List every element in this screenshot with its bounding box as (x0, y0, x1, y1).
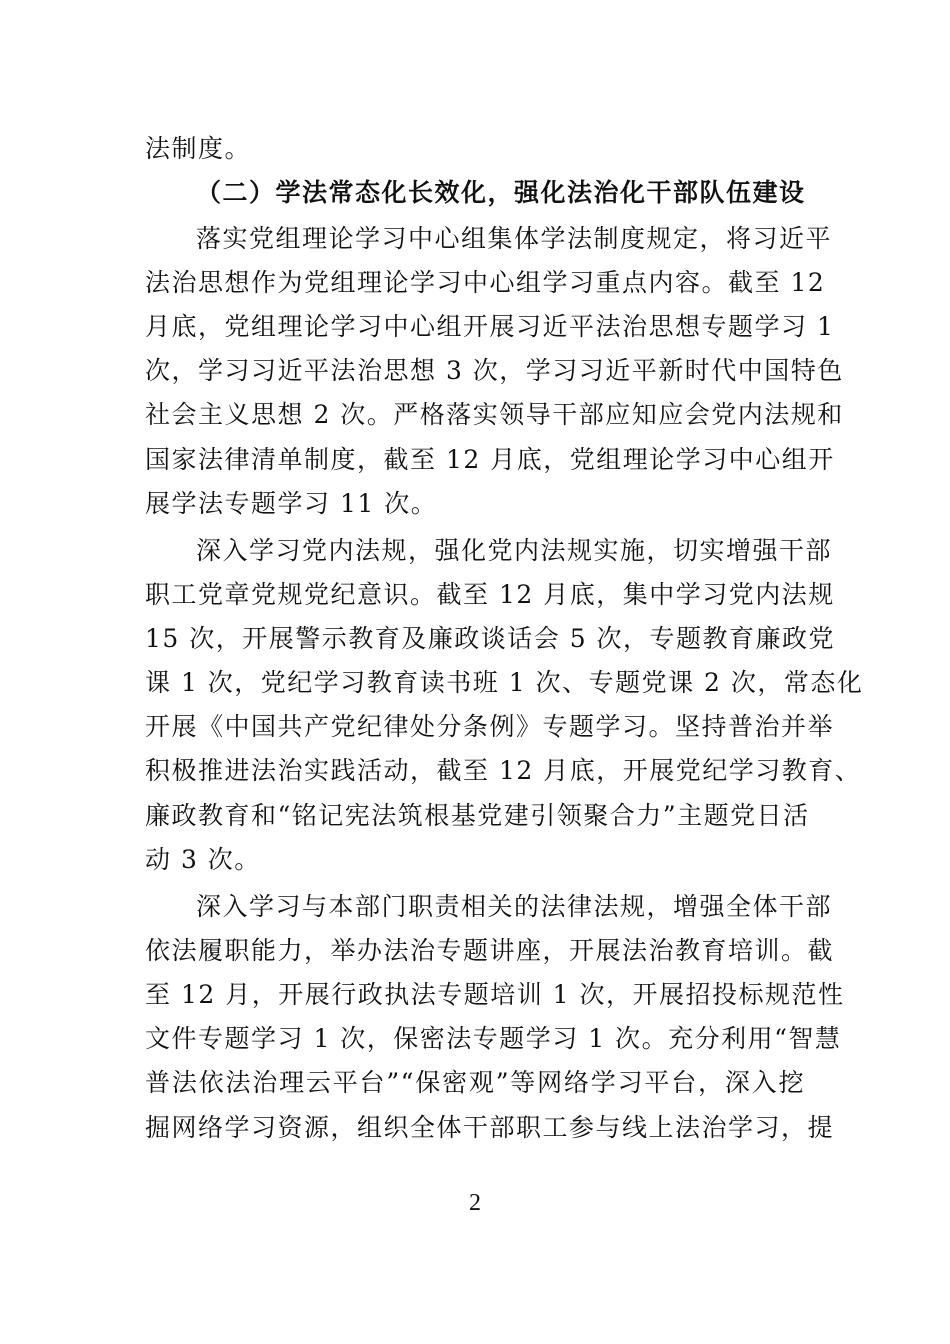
text-line: 廉政教育和“铭记宪法筑根基党建引领聚合力”主题党日活 (145, 801, 810, 830)
text-line: 至 12 月，开展行政执法专题培训 1 次，开展招投标规范性 (145, 980, 845, 1009)
text-line: 展学法专题学习 11 次。 (145, 489, 438, 518)
text-line: 社会主义思想 2 次。严格落实领导干部应知应会党内法规和 (145, 400, 844, 429)
text-line: 普法依法治理云平台”“保密观”等网络学习平台，深入挖 (145, 1068, 805, 1097)
text-line: 深入学习党内法规，强化党内法规实施，切实增强干部 (196, 536, 833, 565)
text-line: 次，学习习近平法治思想 3 次，学习习近平新时代中国特色 (145, 356, 844, 385)
text-line: 课 1 次，党纪学习教育读书班 1 次、专题党课 2 次，常态化 (145, 668, 864, 697)
text-line: 文件专题学习 1 次，保密法专题学习 1 次。充分利用“智慧 (145, 1024, 842, 1053)
text-line: 国家法律清单制度，截至 12 月底，党组理论学习中心组开 (145, 445, 835, 474)
text-line: 15 次，开展警示教育及廉政谈话会 5 次，专题教育廉政党 (145, 624, 836, 653)
text-line: 积极推进法治实践活动，截至 12 月底，开展党纪学习教育、 (145, 756, 862, 785)
text-line: 动 3 次。 (145, 845, 261, 874)
text-line: 开展《中国共产党纪律处分条例》专题学习。坚持普治并举 (145, 712, 835, 741)
page-number: 2 (469, 1190, 481, 1216)
text-line: 落实党组理论学习中心组集体学法制度规定，将习近平 (196, 224, 833, 253)
text-line: 依法履职能力，举办法治专题讲座，开展法治教育培训。截 (145, 936, 835, 965)
section-heading: （二）学法常态化长效化，强化法治化干部队伍建设 (196, 178, 806, 207)
text-line: 月底，党组理论学习中心组开展习近平法治思想专题学习 1 (145, 312, 835, 341)
text-line: 法制度。 (145, 134, 252, 163)
text-line: 掘网络学习资源，组织全体干部职工参与线上法治学习，提 (145, 1113, 835, 1142)
text-line: 深入学习与本部门职责相关的法律法规，增强全体干部 (196, 892, 833, 921)
text-line: 法治思想作为党组理论学习中心组学习重点内容。截至 12 (145, 268, 826, 297)
text-line: 职工党章党规党纪意识。截至 12 月底，集中学习党内法规 (145, 580, 835, 609)
